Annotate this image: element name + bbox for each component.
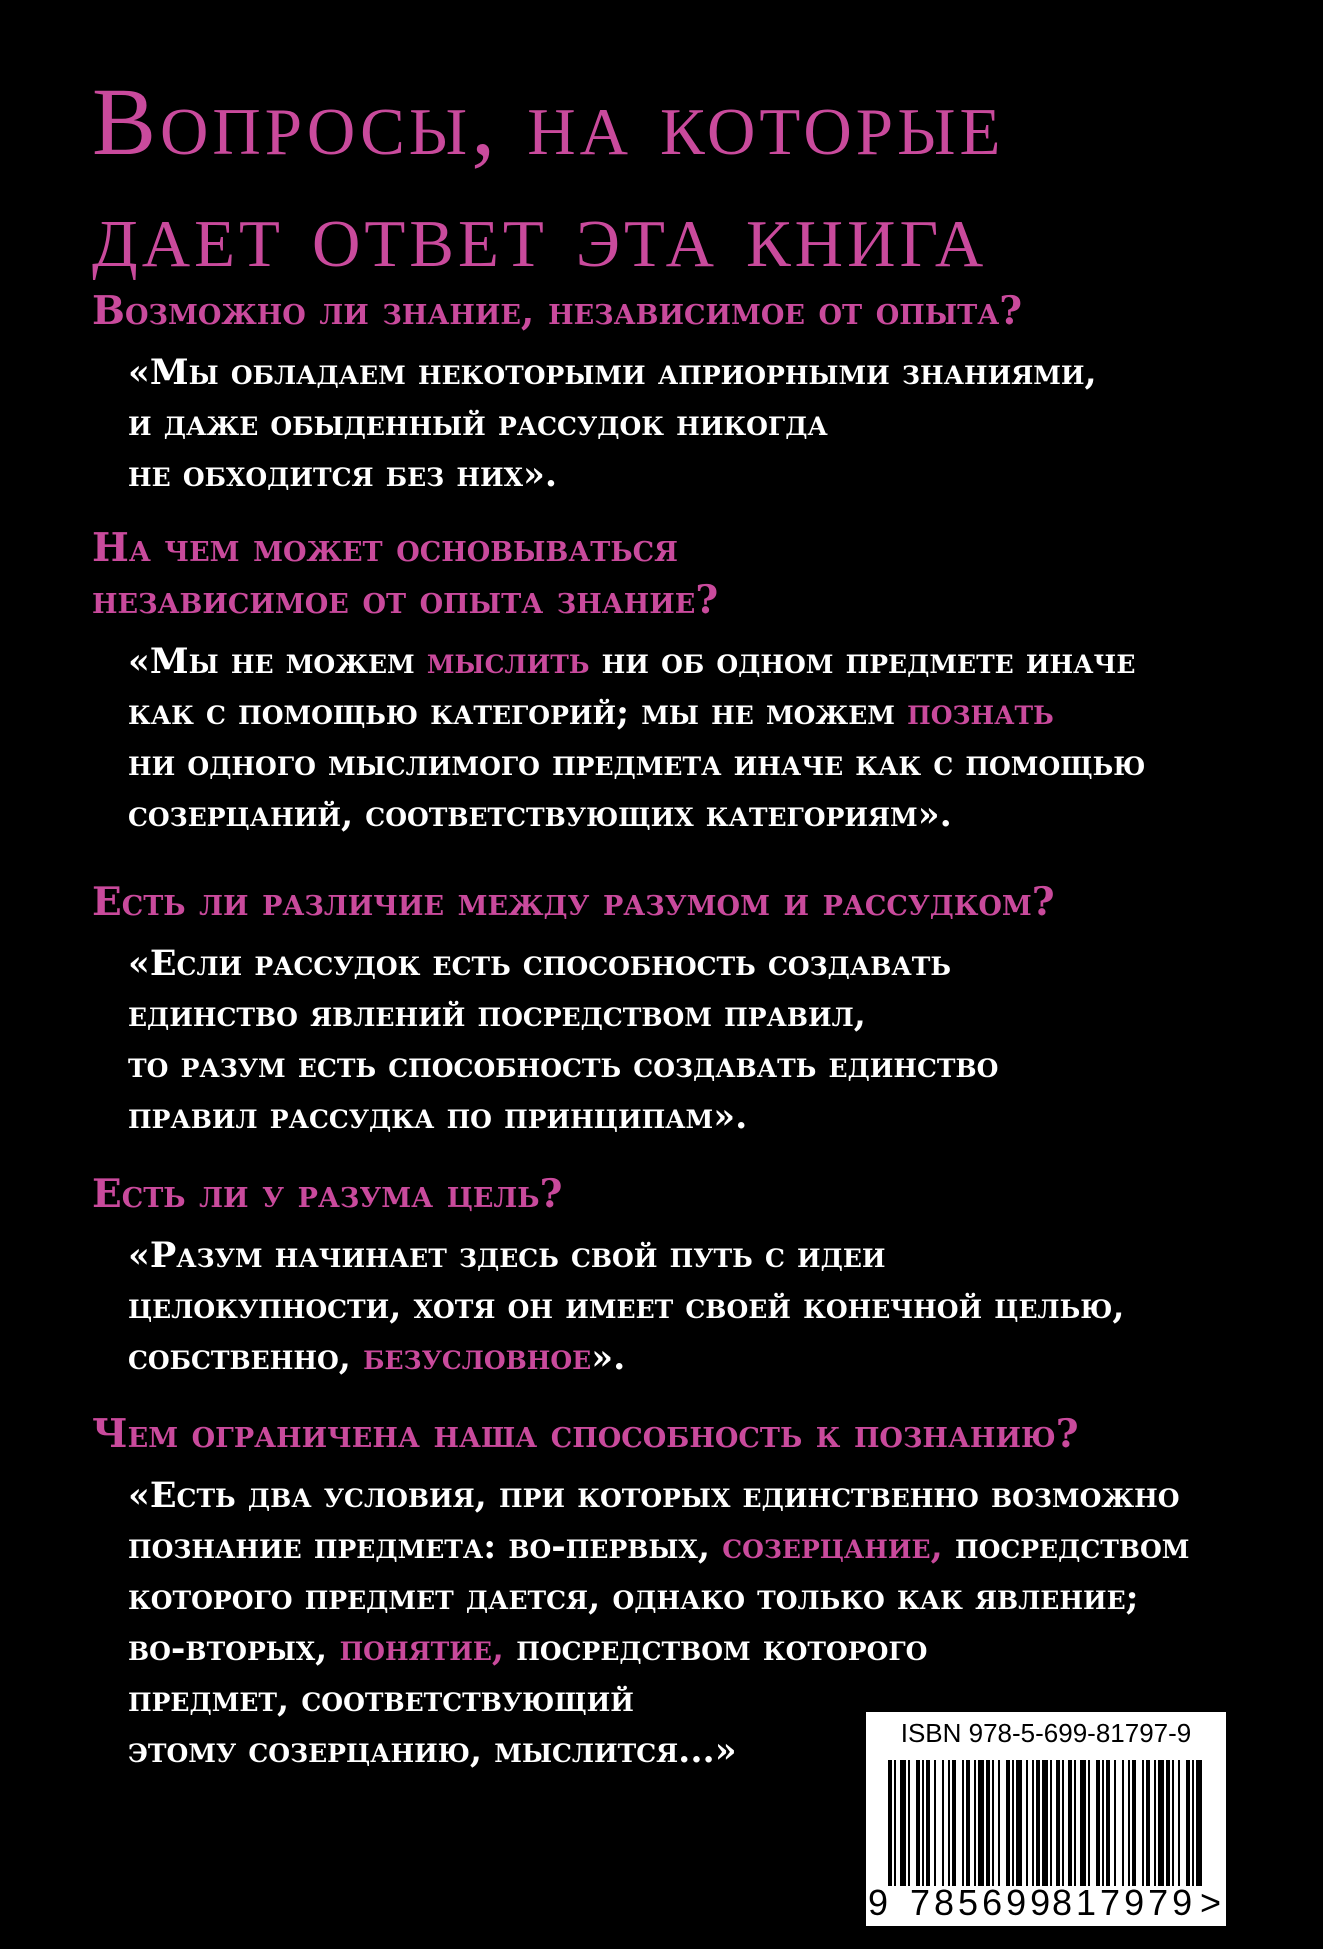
- answer-text: «Мы не можем: [128, 641, 427, 682]
- barcode-bar: [1196, 1760, 1202, 1886]
- barcode-bar: [934, 1760, 936, 1886]
- barcode-bar: [948, 1760, 950, 1886]
- answer-quote: [128, 938, 1292, 1142]
- answer-text: то разум есть способность создавать единство: [128, 1045, 999, 1086]
- barcode-bar: [986, 1760, 990, 1886]
- barcode-bar: [1016, 1760, 1022, 1886]
- barcode-bar: [978, 1760, 984, 1886]
- barcode-bar: [1158, 1760, 1164, 1886]
- answer-text: «Есть два условия, при которых единственно возможно: [128, 1475, 1180, 1516]
- answer-text: ни об одном предмете иначе: [589, 641, 1136, 682]
- answer-line: [128, 687, 1292, 738]
- barcode-bar: [894, 1760, 896, 1886]
- answer-text: ».: [591, 1337, 626, 1378]
- section-1: [92, 285, 1292, 500]
- barcode-bar: [1032, 1760, 1034, 1886]
- barcode-bar: [1192, 1760, 1194, 1886]
- answer-line: [128, 938, 1292, 989]
- answer-text: единство явлений посредством правил,: [128, 994, 866, 1035]
- barcode-bar: [1132, 1760, 1136, 1886]
- question-line: Есть ли различие между разумом и рассудком?: [92, 879, 1055, 925]
- answer-line: [128, 1040, 1292, 1091]
- barcode-bar: [1050, 1760, 1052, 1886]
- question-line: независимое от опыта знание?: [92, 577, 719, 623]
- barcode-bar: [922, 1760, 924, 1886]
- answer-text: которого предмет дается, однако только как явление;: [128, 1577, 1139, 1618]
- answer-text: не обходится без них».: [128, 454, 558, 495]
- isbn-label: ISBN 978-5-699-81797-9: [900, 1718, 1192, 1748]
- answer-text: созерцаний, соответствующих категориям».: [128, 794, 952, 835]
- isbn-barcode: [866, 1712, 1226, 1926]
- answer-line: [128, 449, 1292, 500]
- barcode-bar: [916, 1760, 920, 1886]
- barcode-bar: [1154, 1760, 1156, 1886]
- barcode-bar: [992, 1760, 994, 1886]
- isbn-digit-group: 9: [868, 1882, 889, 1923]
- barcode-bar: [1088, 1760, 1090, 1886]
- question-line: Чем ограничена наша способность к познанию?: [92, 1411, 1079, 1457]
- highlight-term: мыслить: [426, 641, 590, 682]
- barcode-bar: [1146, 1760, 1150, 1886]
- barcode-bars: [888, 1760, 1206, 1886]
- question-line: Есть ли у разума цель?: [92, 1171, 563, 1217]
- section-4: [92, 1168, 1292, 1383]
- title-line-1: Вопросы, на которые: [92, 68, 1005, 175]
- barcode-bar: [1142, 1760, 1144, 1886]
- answer-line: [128, 1332, 1292, 1383]
- answer-text: целокупности, хотя он имеет своей конечной целью,: [128, 1286, 1125, 1327]
- question-line: На чем может основываться: [92, 525, 678, 571]
- title-line-2: дает ответ эта книга: [92, 180, 988, 287]
- answer-quote: [128, 636, 1292, 840]
- barcode-bar: [1186, 1760, 1190, 1886]
- section-2: [92, 522, 1292, 840]
- barcode-bar: [1114, 1760, 1116, 1886]
- barcode-bar: [1178, 1760, 1180, 1886]
- answer-line: [128, 1623, 1292, 1674]
- answer-line: [128, 989, 1292, 1040]
- barcode-bar: [900, 1760, 906, 1886]
- barcode-bar: [1068, 1760, 1072, 1886]
- barcode-bar: [1012, 1760, 1014, 1886]
- barcode-bar: [942, 1760, 944, 1886]
- section-3: [92, 876, 1292, 1142]
- answer-quote: [128, 1230, 1292, 1383]
- isbn-digit-group: >: [1200, 1882, 1222, 1923]
- answer-text: этому созерцанию, мыслится...»: [128, 1730, 737, 1771]
- barcode-bar: [1106, 1760, 1110, 1886]
- barcode-bar: [1102, 1760, 1104, 1886]
- barcode-bar: [1122, 1760, 1124, 1886]
- barcode-bar: [1056, 1760, 1060, 1886]
- barcode-bar: [1062, 1760, 1064, 1886]
- answer-line: [128, 1470, 1292, 1521]
- question-line: Возможно ли знание, независимое от опыта?: [92, 288, 1023, 334]
- answer-text: посредством которого: [504, 1628, 928, 1669]
- answer-text: «Мы обладаем некоторыми априорными знаниями,: [128, 352, 1097, 393]
- answer-quote: [128, 347, 1292, 500]
- barcode-bar: [1172, 1760, 1174, 1886]
- answer-text: посредством: [942, 1526, 1190, 1567]
- barcode-bar: [998, 1760, 1000, 1886]
- barcode-bar: [1080, 1760, 1086, 1886]
- barcode-bar: [952, 1760, 956, 1886]
- answer-text: ни одного мыслимого предмета иначе как с помощью: [128, 743, 1146, 784]
- answer-line: [128, 1230, 1292, 1281]
- barcode-bar: [1042, 1760, 1048, 1886]
- answer-line: [128, 1281, 1292, 1332]
- barcode-bar: [908, 1760, 910, 1886]
- answer-line: [128, 398, 1292, 449]
- highlight-term: безусловное: [363, 1337, 592, 1378]
- barcode-bar: [1026, 1760, 1028, 1886]
- barcode-bar: [1006, 1760, 1010, 1886]
- question: [92, 285, 1292, 337]
- answer-line: [128, 636, 1292, 687]
- answer-text: собственно,: [128, 1337, 364, 1378]
- barcode-bar: [1074, 1760, 1076, 1886]
- barcode-bar: [1036, 1760, 1040, 1886]
- answer-text: «Если рассудок есть способность создавать: [128, 943, 951, 984]
- answer-text: как с помощью категорий; мы не можем: [128, 692, 908, 733]
- barcode-bar: [974, 1760, 976, 1886]
- answer-text: правил рассудка по принципам».: [128, 1096, 748, 1137]
- question: [92, 522, 1292, 626]
- barcode-bar: [1096, 1760, 1100, 1886]
- question: [92, 1408, 1292, 1460]
- answer-line: [128, 789, 1292, 840]
- barcode-bar: [888, 1760, 892, 1886]
- answer-line: [128, 738, 1292, 789]
- question: [92, 1168, 1292, 1220]
- barcode-bar: [962, 1760, 964, 1886]
- question: [92, 876, 1292, 928]
- barcode-bar: [966, 1760, 970, 1886]
- barcode-bar: [1166, 1760, 1170, 1886]
- answer-line: [128, 347, 1292, 398]
- answer-line: [128, 1091, 1292, 1142]
- answer-text: предмет, соответствующий: [128, 1679, 634, 1720]
- answer-text: во-вторых,: [128, 1628, 340, 1669]
- highlight-term: понятие,: [339, 1628, 505, 1669]
- barcode-bar: [926, 1760, 930, 1886]
- highlight-term: созерцание,: [722, 1526, 943, 1567]
- answer-line: [128, 1572, 1292, 1623]
- answer-text: и даже обыденный рассудок никогда: [128, 403, 828, 444]
- answer-line: [128, 1521, 1292, 1572]
- page-title: [92, 66, 1292, 290]
- highlight-term: познать: [907, 692, 1054, 733]
- answer-text: «Разум начинает здесь свой путь с идеи: [128, 1235, 886, 1276]
- barcode-bar: [1128, 1760, 1130, 1886]
- answer-text: познание предмета: во-первых,: [128, 1526, 723, 1567]
- isbn-digit-group: 785699: [910, 1882, 1055, 1923]
- isbn-digit-group: 817979: [1052, 1882, 1197, 1923]
